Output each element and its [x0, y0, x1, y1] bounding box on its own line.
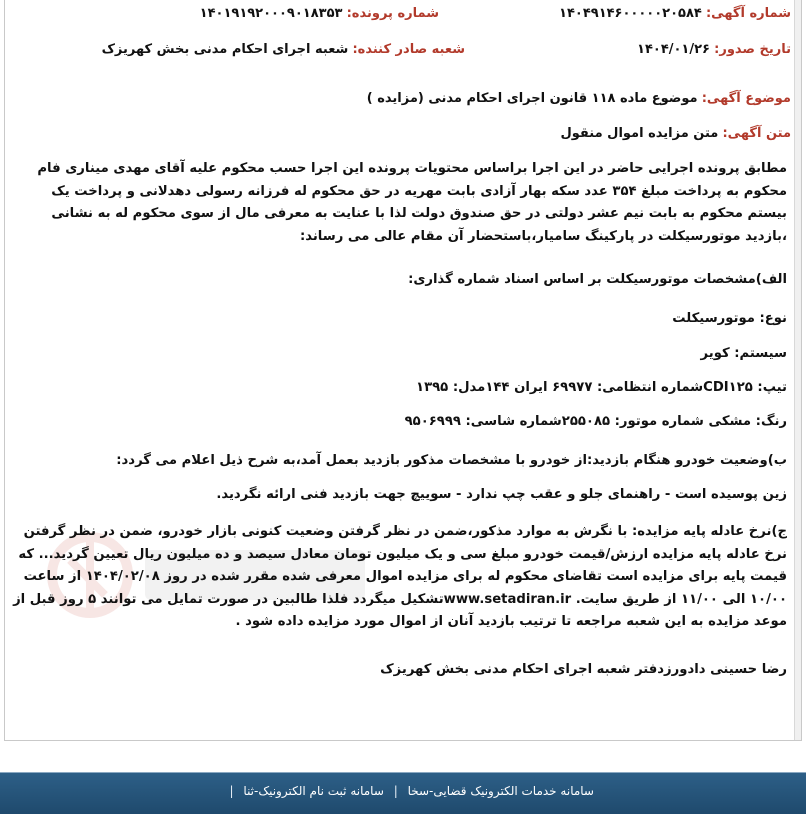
intro-paragraph: مطابق پرونده اجرایی حاضر در این اجرا براساس محتویات پرونده این اجرا حسب محکوم علیه آقای مهدی میناری فام محکوم به پرداخت مبلغ ۳۵۴ عدد سکه بهار آزادی بابت مهریه در حق محکوم له فرزانه رسولی دهدلانی و پرداخت یک بیستم محکوم به بابت نیم عشر دولتی در حق صندوق دولت لذا با عنایت به معرفی مال از سوی محکوم له به نشانی ،بازدید موتورسیکلت در پارکینگ سامیار،باستحضار آن مقام عالی می رساند:	[37, 161, 787, 244]
footer-separator-end: |	[229, 784, 234, 798]
ad-subject	[367, 91, 791, 106]
footer-link-sana[interactable]: سامانه ثبت نام الکترونیک-ثنا	[243, 784, 384, 798]
footer-bar	[0, 772, 806, 814]
issuing-branch-value: شعبه اجرای احکام مدنی بخش کهریزک	[101, 42, 349, 57]
footer-separator: |	[393, 784, 398, 798]
ad-number-label: شماره آگهی:	[705, 6, 791, 21]
issue-date-value: ۱۴۰۴/۰۱/۲۶	[637, 42, 710, 57]
vehicle-model: تیپ: CDI۱۲۵شماره انتظامی: ۶۹۹۷۷ ایران ۱۴۴مدل: ۱۳۹۵	[416, 380, 787, 395]
issue-date	[637, 42, 791, 57]
section-c-paragraph: ج)نرخ عادله پایه مزایده: با نگرش به موارد مذکور،ضمن در نظر گرفتن وضعیت کنونی بازار خودرو، ضمن در نظر گرفتن نرخ عادله پایه مزایده ارزش/قیمت خودرو مبلغ سی و یک میلیون تومان معادل سیصد و ده میلیون ریال تعیین گردید... که قیمت پایه برای مزایده است تقاضای محکوم له برای مزایده اموال معرفی شده مقرر شده در روز ۱۴۰۴/۰۲/۰۸ از ساعت ۱۰/۰۰ الی ۱۱/۰۰ از طریق سایت. www.setadiran.irتشکیل میگردد فلذا طالبین در صورت تمایل می توانند ۵ روز قبل از موعد مزایده به این شعبه مراجعه تا ترتیب بازدید آنان از اموال مورد مزایده داده شود .	[13, 524, 787, 629]
vehicle-color: رنگ: مشکی شماره موتور: ۲۵۵۰۸۵شماره شاسی: ۹۵۰۶۹۹۹	[404, 414, 787, 429]
ad-text-label: متن آگهی:	[722, 126, 791, 141]
ad-number-value: ۱۴۰۴۹۱۴۶۰۰۰۰۰۲۰۵۸۴	[559, 6, 702, 21]
vehicle-system: سیستم: کویر	[700, 346, 787, 361]
vehicle-type: نوع: موتورسیکلت	[672, 311, 787, 326]
ad-subject-label: موضوع آگهی:	[701, 91, 791, 106]
ad-number	[559, 6, 791, 21]
footer-links	[224, 784, 594, 798]
notice-frame	[4, 0, 802, 741]
signature: رضا حسینی دادورزدفتر شعبه اجرای احکام مدنی بخش کهریزک	[380, 662, 787, 677]
vertical-scrollbar[interactable]	[794, 0, 801, 740]
footer-link-sakha[interactable]: سامانه خدمات الکترونیک قضایی-سخا	[407, 784, 594, 798]
issuing-branch	[102, 42, 465, 57]
ad-text-heading	[561, 126, 792, 141]
issuing-branch-label: شعبه صادر کننده:	[352, 42, 465, 57]
section-a-title: الف)مشخصات موتورسیکلت بر اساس اسناد شماره گذاری:	[408, 272, 787, 287]
ad-subject-value: موضوع ماده ۱۱۸ قانون اجرای احکام مدنی (مزایده )	[366, 91, 698, 106]
case-number	[200, 6, 439, 21]
section-b-title: ب)وضعیت خودرو هنگام بازدید:از خودرو با مشخصات مذکور بازدید بعمل آمد،به شرح ذیل اعلام می گردد:	[116, 453, 787, 468]
ad-text-value: متن مزایده اموال منقول	[560, 126, 719, 141]
case-number-label: شماره پرونده:	[346, 6, 439, 21]
case-number-value: ۱۴۰۱۹۱۹۲۰۰۰۹۰۱۸۳۵۳	[199, 6, 343, 21]
vehicle-condition: زین پوسیده است - راهنمای جلو و عقب چپ ندارد - سوییچ جهت بازدید فنی ارائه نگردید.	[216, 487, 787, 502]
issue-date-label: تاریخ صدور:	[714, 42, 791, 57]
